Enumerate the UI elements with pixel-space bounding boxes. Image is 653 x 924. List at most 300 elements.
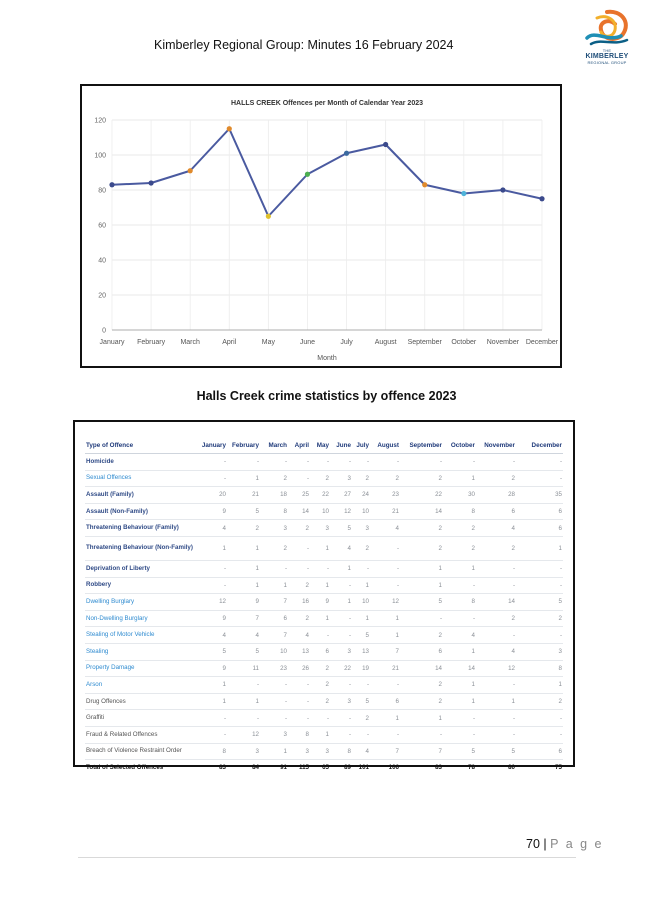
offence-count-cell: -	[476, 710, 516, 727]
offence-count-cell: 83	[435, 764, 442, 772]
offence-count-cell: 5	[227, 503, 260, 520]
offence-count-cell: -	[370, 560, 400, 577]
offence-count-cell: 28	[476, 487, 516, 504]
offence-count-cell: 3	[288, 743, 310, 760]
table-row	[85, 610, 563, 627]
document-title: Kimberley Regional Group: Minutes 16 February 2024	[154, 38, 454, 52]
logo-line-1: THE	[602, 48, 612, 53]
offence-count-cell: 1	[443, 643, 476, 660]
table-row	[85, 743, 563, 760]
offence-count-cell: 12	[199, 594, 227, 611]
offence-count-cell: 1	[227, 470, 260, 487]
offence-name-cell: Assault (Family)	[85, 487, 199, 504]
offence-count-cell: 4	[370, 520, 400, 537]
offence-count-cell: -	[199, 710, 227, 727]
offence-count-cell: 1	[352, 577, 370, 594]
offence-count-cell: -	[476, 454, 516, 471]
offence-count-cell: 2	[227, 520, 260, 537]
offence-count-cell: 5	[227, 643, 260, 660]
offence-count-cell: 6	[260, 610, 288, 627]
page-separator: |	[543, 837, 547, 851]
offence-count-cell: -	[330, 677, 352, 694]
offence-count-cell: -	[352, 454, 370, 471]
offence-count-cell: 9	[199, 660, 227, 677]
offence-count-cell: -	[516, 470, 563, 487]
offence-count-cell: -	[476, 627, 516, 644]
offence-count-cell: -	[330, 710, 352, 727]
offence-count-cell: 4	[476, 520, 516, 537]
offence-count-cell: 22	[330, 660, 352, 677]
offence-count-cell: 78	[468, 764, 475, 772]
table-body	[85, 454, 563, 776]
offence-count-cell: -	[476, 560, 516, 577]
offence-count-cell: 1	[227, 536, 260, 560]
table-row	[85, 594, 563, 611]
offence-count-cell: -	[443, 577, 476, 594]
offence-name-cell: Total of Selected Offences	[86, 763, 164, 771]
offence-count-cell: 4	[199, 520, 227, 537]
offence-count-cell: -	[260, 454, 288, 471]
column-header-month: February	[227, 438, 260, 454]
logo-line-3: REGIONAL GROUP	[587, 60, 627, 65]
table-row	[85, 454, 563, 471]
offence-count-cell: 106	[388, 764, 399, 772]
offence-count-cell: 12	[227, 726, 260, 743]
x-tick-label: February	[137, 339, 166, 346]
table-row	[85, 627, 563, 644]
offence-count-cell: 4	[330, 536, 352, 560]
offence-count-cell: -	[516, 726, 563, 743]
offence-count-cell: 23	[370, 487, 400, 504]
y-tick-label: 100	[94, 152, 106, 160]
offence-count-cell: -	[310, 627, 330, 644]
offence-count-cell: -	[370, 454, 400, 471]
offence-count-cell: -	[370, 677, 400, 694]
offence-count-cell: 2	[288, 577, 310, 594]
logo-line-2: KIMBERLEY	[585, 53, 629, 60]
table-row	[85, 726, 563, 743]
offence-count-cell: -	[310, 710, 330, 727]
offence-count-cell: -	[288, 710, 310, 727]
offence-count-cell: 8	[443, 594, 476, 611]
x-tick-label: December	[525, 339, 559, 346]
offence-count-cell: 2	[400, 536, 443, 560]
offence-count-cell: -	[199, 470, 227, 487]
table-row	[85, 560, 563, 577]
offence-count-cell: 25	[288, 487, 310, 504]
offence-count-cell: 3	[260, 726, 288, 743]
offence-count-cell: 1	[443, 677, 476, 694]
offence-count-cell: 2	[443, 520, 476, 537]
page-label: P a g e	[550, 837, 604, 851]
offence-count-cell: 2	[400, 677, 443, 694]
offence-count-cell: 3	[516, 643, 563, 660]
data-point	[422, 182, 427, 187]
offence-count-cell: 21	[370, 660, 400, 677]
offence-count-cell: 4	[443, 627, 476, 644]
offence-count-cell: 1	[516, 677, 563, 694]
offence-count-cell: 1	[199, 693, 227, 710]
offence-count-cell: 3	[352, 520, 370, 537]
offence-count-cell: -	[288, 677, 310, 694]
offence-count-cell: 8	[330, 743, 352, 760]
offence-count-cell: -	[516, 627, 563, 644]
offence-count-cell: -	[288, 560, 310, 577]
offence-count-cell: 2	[516, 693, 563, 710]
offence-count-cell: 16	[288, 594, 310, 611]
offence-count-cell: -	[288, 693, 310, 710]
data-point	[344, 151, 349, 156]
offence-count-cell: -	[310, 560, 330, 577]
logo-swirl-graphic	[577, 8, 637, 48]
offence-count-cell: 4	[199, 627, 227, 644]
offence-count-cell: 1	[227, 560, 260, 577]
data-point	[539, 196, 544, 201]
offence-count-cell: 83	[219, 764, 226, 772]
offence-name-cell[interactable]: Dwelling Burglary	[85, 594, 199, 611]
offence-count-cell: 2	[310, 677, 330, 694]
offence-count-cell: 2	[516, 610, 563, 627]
x-tick-label: May	[261, 339, 275, 346]
crime-statistics-table	[85, 438, 563, 776]
offence-count-cell: 9	[227, 594, 260, 611]
offence-count-cell: -	[370, 726, 400, 743]
offence-count-cell: -	[199, 726, 227, 743]
column-header-month: October	[443, 438, 476, 454]
offence-count-cell: 7	[227, 610, 260, 627]
offence-count-cell: -	[476, 726, 516, 743]
offence-count-cell: 2	[352, 536, 370, 560]
offence-count-cell: 13	[352, 643, 370, 660]
offence-count-cell: 101	[358, 764, 369, 772]
offence-count-cell: 1	[199, 677, 227, 694]
offence-count-cell: 5	[352, 693, 370, 710]
crime-statistics-table-frame	[73, 420, 575, 772]
offence-name-cell: Breach of Violence Restraint Order	[85, 743, 199, 760]
offence-count-cell: 3	[310, 520, 330, 537]
offence-count-cell: 1	[310, 726, 330, 743]
offence-count-cell: 2	[288, 610, 310, 627]
x-tick-label: June	[299, 339, 316, 346]
offence-count-cell: 3	[310, 743, 330, 760]
offence-count-cell: 3	[330, 693, 352, 710]
page-number: 70	[526, 837, 540, 851]
column-header-month: June	[330, 438, 352, 454]
offence-count-cell: 6	[476, 503, 516, 520]
offence-count-cell: 7	[260, 627, 288, 644]
offence-count-cell: 1	[370, 610, 400, 627]
data-point	[188, 168, 193, 173]
offence-count-cell: 8	[443, 503, 476, 520]
offence-name-cell[interactable]: Non-Dwelling Burglary	[85, 610, 199, 627]
offence-count-cell: -	[352, 677, 370, 694]
x-tick-label: April	[222, 339, 237, 346]
offence-name-cell[interactable]: Stealing of Motor Vehicle	[85, 627, 199, 644]
column-header-month: September	[400, 438, 443, 454]
offence-count-cell: 14	[443, 660, 476, 677]
offence-count-cell: 26	[288, 660, 310, 677]
offence-name-cell: Graffiti	[85, 710, 199, 727]
offence-count-cell: -	[400, 610, 443, 627]
offences-line-chart	[80, 84, 562, 368]
offence-name-cell: Drug Offences	[85, 693, 199, 710]
offence-count-cell: 14	[400, 660, 443, 677]
offence-count-cell: -	[227, 454, 260, 471]
x-tick-label: September	[407, 339, 442, 346]
offence-count-cell: -	[288, 454, 310, 471]
offence-count-cell: 1	[330, 594, 352, 611]
offence-count-cell: 4	[227, 627, 260, 644]
offence-count-cell: 2	[400, 693, 443, 710]
table-row	[85, 643, 563, 660]
offence-name-cell: Robbery	[85, 577, 199, 594]
offence-count-cell: 5	[352, 627, 370, 644]
offence-count-cell: -	[443, 726, 476, 743]
offence-count-cell: 2	[310, 470, 330, 487]
data-point	[305, 172, 310, 177]
offence-count-cell: -	[352, 726, 370, 743]
chart-title: HALLS CREEK Offences per Month of Calendar Year 2023	[230, 100, 424, 107]
offence-count-cell: 23	[260, 660, 288, 677]
offence-count-cell: 3	[227, 743, 260, 760]
offence-count-cell: -	[330, 454, 352, 471]
y-tick-label: 40	[98, 257, 106, 265]
offence-count-cell: 2	[476, 536, 516, 560]
offence-count-cell: 2	[352, 710, 370, 727]
offence-count-cell: 65	[322, 764, 329, 772]
offence-count-cell: 1	[400, 710, 443, 727]
offence-count-cell: -	[400, 726, 443, 743]
offence-count-cell: -	[260, 693, 288, 710]
table-row	[85, 470, 563, 487]
offence-count-cell: -	[199, 577, 227, 594]
offence-count-cell: -	[330, 726, 352, 743]
offence-count-cell: 6	[370, 693, 400, 710]
offence-count-cell: 2	[288, 520, 310, 537]
offence-count-cell: 30	[443, 487, 476, 504]
offence-count-cell: 21	[370, 503, 400, 520]
offence-count-cell: -	[443, 610, 476, 627]
offence-count-cell: 1	[443, 693, 476, 710]
offence-count-cell: 1	[443, 470, 476, 487]
offence-name-cell[interactable]: Arson	[85, 677, 199, 694]
offence-count-cell: 19	[352, 660, 370, 677]
x-tick-label: October	[451, 339, 477, 346]
x-tick-label: November	[486, 339, 520, 346]
column-header-month: May	[310, 438, 330, 454]
x-tick-label: January	[99, 339, 125, 346]
offence-count-cell: 5	[516, 594, 563, 611]
offence-name-cell: Threatening Behaviour (Non-Family)	[85, 536, 199, 560]
offence-count-cell: 9	[310, 594, 330, 611]
footer-divider	[78, 857, 576, 858]
table-row	[85, 503, 563, 520]
column-header-month: November	[476, 438, 516, 454]
offence-count-cell: 7	[370, 743, 400, 760]
offence-count-cell: 4	[288, 627, 310, 644]
offence-count-cell: -	[288, 536, 310, 560]
offence-count-cell: 5	[443, 743, 476, 760]
offence-count-cell: 2	[260, 536, 288, 560]
offence-count-cell: 2	[310, 660, 330, 677]
data-point	[500, 187, 505, 192]
offence-count-cell: 14	[288, 503, 310, 520]
y-tick-label: 120	[94, 117, 106, 125]
x-tick-label: July	[340, 339, 353, 346]
offence-count-cell: -	[516, 577, 563, 594]
data-point	[148, 180, 153, 185]
offence-count-cell: 1	[260, 743, 288, 760]
offence-count-cell: -	[516, 710, 563, 727]
offence-count-cell: -	[227, 710, 260, 727]
offence-count-cell: 9	[199, 503, 227, 520]
table-row	[85, 536, 563, 560]
offence-count-cell: -	[370, 577, 400, 594]
offence-count-cell: 8	[199, 743, 227, 760]
offence-count-cell: 2	[476, 470, 516, 487]
offence-count-cell: -	[199, 560, 227, 577]
x-axis-label: Month	[317, 355, 337, 362]
offence-name-cell: Homicide	[85, 454, 199, 471]
offence-count-cell: 1	[310, 610, 330, 627]
offence-count-cell: 14	[400, 503, 443, 520]
offence-name-cell[interactable]: Stealing	[85, 643, 199, 660]
column-header-month: July	[352, 438, 370, 454]
offence-count-cell: 7	[370, 643, 400, 660]
offence-count-cell: 6	[516, 520, 563, 537]
offence-name-cell[interactable]: Property Damage	[85, 660, 199, 677]
offence-count-cell: 1	[370, 627, 400, 644]
offence-count-cell: 1	[310, 536, 330, 560]
offence-count-cell: 5	[199, 643, 227, 660]
offence-count-cell: 1	[400, 560, 443, 577]
x-tick-label: August	[374, 339, 397, 346]
table-row	[85, 487, 563, 504]
table-row	[85, 520, 563, 537]
table-total-row	[85, 760, 563, 776]
offence-count-cell: 6	[516, 743, 563, 760]
table-row	[85, 660, 563, 677]
offence-count-cell: 10	[310, 503, 330, 520]
offence-count-cell: 89	[344, 764, 351, 772]
offence-count-cell: 8	[260, 503, 288, 520]
offence-count-cell: -	[260, 560, 288, 577]
offence-count-cell: 115	[299, 764, 309, 772]
offence-count-cell: 4	[352, 743, 370, 760]
offence-count-cell: 21	[227, 487, 260, 504]
offence-count-cell: 2	[400, 520, 443, 537]
offence-count-cell: 2	[443, 536, 476, 560]
offence-count-cell: 3	[330, 643, 352, 660]
column-header-month: March	[260, 438, 288, 454]
y-tick-label: 80	[98, 187, 106, 195]
offence-count-cell: 91	[280, 764, 287, 772]
offence-count-cell: 10	[352, 503, 370, 520]
x-tick-label: March	[180, 339, 200, 346]
offence-count-cell: 9	[199, 610, 227, 627]
offence-count-cell: -	[443, 710, 476, 727]
offence-count-cell: -	[330, 627, 352, 644]
offence-count-cell: 18	[260, 487, 288, 504]
column-header-month: January	[199, 438, 227, 454]
offence-count-cell: -	[400, 454, 443, 471]
offence-count-cell: -	[288, 470, 310, 487]
offence-count-cell: -	[199, 454, 227, 471]
offence-count-cell: 13	[288, 643, 310, 660]
offence-count-cell: -	[476, 677, 516, 694]
offence-count-cell: -	[260, 677, 288, 694]
offence-count-cell: 8	[516, 660, 563, 677]
offence-count-cell: 7	[260, 594, 288, 611]
offence-count-cell: -	[227, 677, 260, 694]
offence-name-cell[interactable]: Sexual Offences	[85, 470, 199, 487]
offence-count-cell: -	[476, 577, 516, 594]
offence-count-cell: 80	[508, 764, 515, 772]
offence-count-cell: 2	[310, 693, 330, 710]
chart-svg	[82, 86, 560, 366]
offence-count-cell: 1	[330, 560, 352, 577]
kimberley-swirl-logo-icon	[577, 8, 637, 70]
y-tick-label: 0	[102, 327, 106, 335]
offence-count-cell: 1	[227, 577, 260, 594]
column-header-month: December	[516, 438, 563, 454]
offence-name-cell: Threatening Behaviour (Family)	[85, 520, 199, 537]
offence-count-cell: -	[352, 560, 370, 577]
offence-count-cell: 2	[370, 470, 400, 487]
offence-count-cell: 1	[400, 577, 443, 594]
data-point	[383, 142, 388, 147]
table-header-row	[85, 438, 563, 454]
table-row	[85, 677, 563, 694]
offence-count-cell: -	[516, 454, 563, 471]
offence-count-cell: 2	[400, 627, 443, 644]
offence-count-cell: 14	[476, 594, 516, 611]
offence-name-cell: Deprivation of Liberty	[85, 560, 199, 577]
offence-count-cell: 1	[227, 693, 260, 710]
offence-count-cell: -	[516, 560, 563, 577]
offence-count-cell: -	[330, 577, 352, 594]
y-tick-label: 20	[98, 292, 106, 300]
offence-count-cell: 35	[516, 487, 563, 504]
data-point	[109, 182, 114, 187]
offence-count-cell: 84	[252, 764, 259, 772]
offence-count-cell: 1	[260, 577, 288, 594]
offence-count-cell: 5	[330, 520, 352, 537]
column-header-offence: Type of Offence	[85, 438, 199, 454]
offence-count-cell: 1	[199, 536, 227, 560]
column-header-month: August	[370, 438, 400, 454]
page-number-footer	[526, 837, 604, 851]
table-row	[85, 693, 563, 710]
offence-count-cell: 3	[330, 470, 352, 487]
offence-count-cell: 1	[352, 610, 370, 627]
offence-count-cell: 8	[288, 726, 310, 743]
offence-count-cell: -	[330, 610, 352, 627]
offence-count-cell: 2	[476, 610, 516, 627]
offence-count-cell: 12	[476, 660, 516, 677]
offence-count-cell: 7	[400, 743, 443, 760]
offence-count-cell: 27	[330, 487, 352, 504]
offence-count-cell: 10	[352, 594, 370, 611]
column-header-month: April	[288, 438, 310, 454]
offence-count-cell: 24	[352, 487, 370, 504]
data-point	[227, 126, 232, 131]
offence-name-cell: Fraud & Related Offences	[85, 726, 199, 743]
offence-count-cell: -	[310, 454, 330, 471]
offence-count-cell: 4	[476, 643, 516, 660]
offence-count-cell: 75	[555, 764, 562, 772]
offence-count-cell: 1	[516, 536, 563, 560]
